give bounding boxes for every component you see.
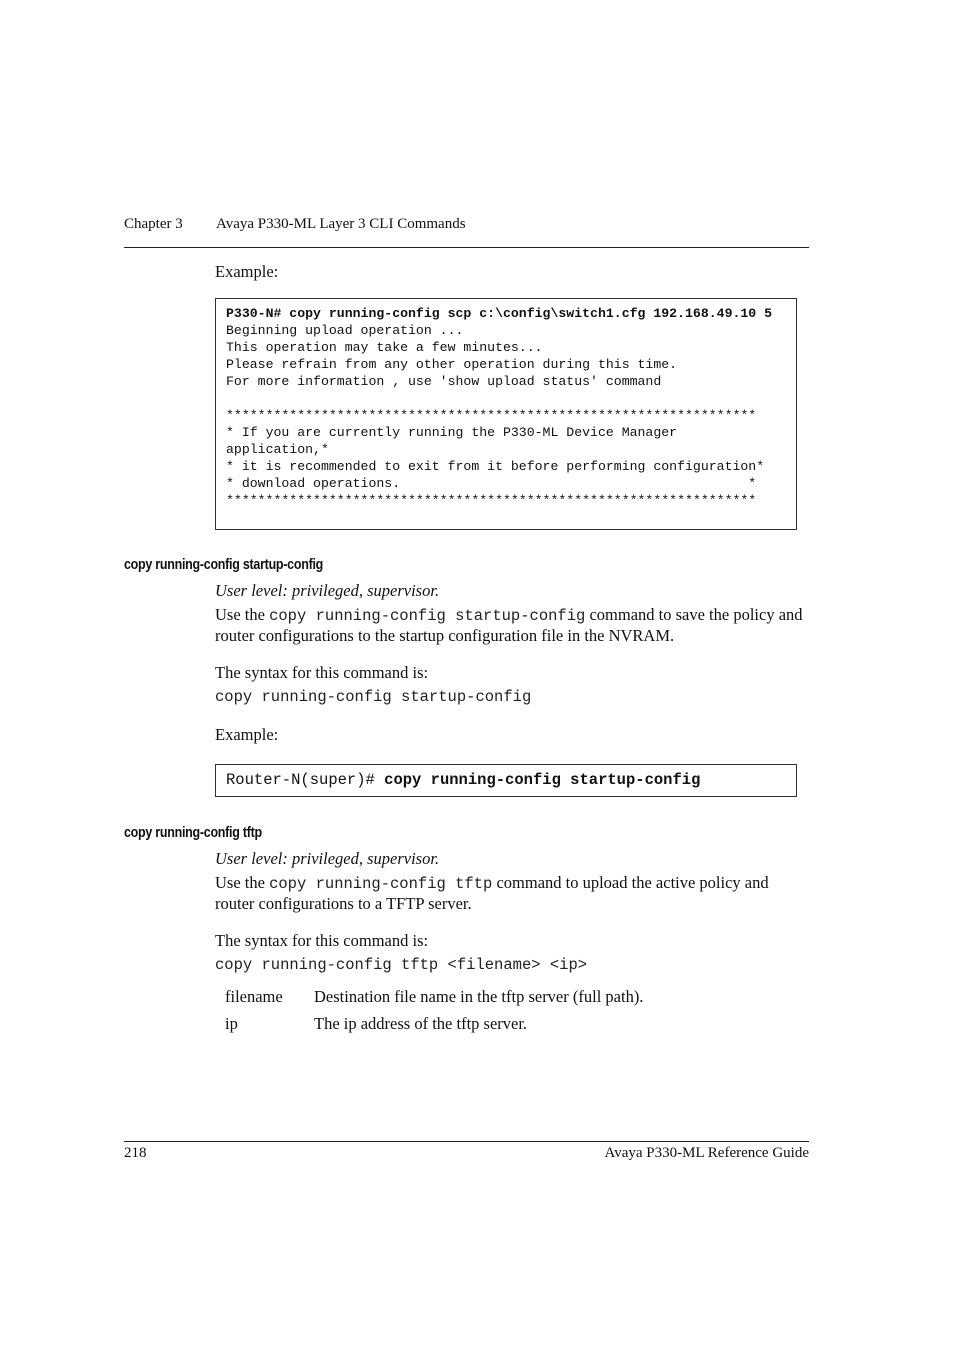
code-line: ******************************************************************* [226, 493, 757, 508]
command-description [215, 605, 809, 645]
syntax-line: copy running-config startup-config [215, 688, 532, 706]
code-prompt: Router-N(super)# [226, 771, 385, 789]
code-line: ******************************************************************* [226, 408, 757, 423]
section-heading: copy running-config tftp [124, 825, 262, 841]
syntax-label: The syntax for this command is: [215, 931, 429, 950]
param-name: filename [225, 987, 283, 1006]
code-line: This operation may take a few minutes... [226, 340, 543, 355]
code-example-scp [215, 298, 797, 530]
code-line: Beginning upload operation ... [226, 323, 464, 338]
header-rule [124, 247, 809, 248]
inline-command: copy running-config startup-config [269, 607, 586, 625]
chapter-label: Chapter 3 [124, 216, 183, 232]
guide-title: Avaya P330-ML Reference Guide [604, 1145, 809, 1161]
code-line [226, 390, 786, 407]
command-description [215, 873, 809, 913]
code-line: P330-N# copy running-config scp c:\config\switch1.cfg 192.168.49.10 5 [226, 306, 773, 321]
code-line: * download operations. * [226, 476, 757, 491]
user-level: User level: privileged, supervisor. [215, 849, 440, 868]
param-description: The ip address of the tftp server. [314, 1014, 528, 1033]
chapter-title: Avaya P330-ML Layer 3 CLI Commands [216, 216, 466, 232]
param-description: Destination file name in the tftp server (full path). [314, 987, 644, 1006]
param-name: ip [225, 1014, 238, 1033]
code-line: Please refrain from any other operation during this time. [226, 357, 678, 372]
page-number: 218 [124, 1145, 147, 1161]
example-label: Example: [215, 725, 279, 744]
desc-prefix: Use the [215, 605, 270, 624]
syntax-label: The syntax for this command is: [215, 663, 429, 682]
code-line: * it is recommended to exit from it before performing configuration* [226, 459, 765, 474]
code-line: For more information , use 'show upload status' command [226, 374, 662, 389]
code-line: * If you are currently running the P330-ML Device Manager [226, 425, 678, 440]
code-command: copy running-config startup-config [384, 771, 701, 789]
desc-prefix: Use the [215, 873, 270, 892]
code-example-startup [215, 764, 797, 797]
desc-suffix: command to upload the active policy and router configurations to a TFTP server. [215, 873, 769, 913]
desc-suffix: command to save the policy and router configurations to the startup configuration file in the NVRAM. [215, 605, 803, 645]
inline-command: copy running-config tftp [269, 875, 493, 893]
user-level: User level: privileged, supervisor. [215, 581, 440, 600]
syntax-line: copy running-config tftp <filename> <ip> [215, 956, 588, 974]
section-heading: copy running-config startup-config [124, 557, 324, 573]
footer-rule [124, 1141, 809, 1142]
example-label: Example: [215, 262, 279, 281]
code-line: application,* [226, 442, 329, 457]
